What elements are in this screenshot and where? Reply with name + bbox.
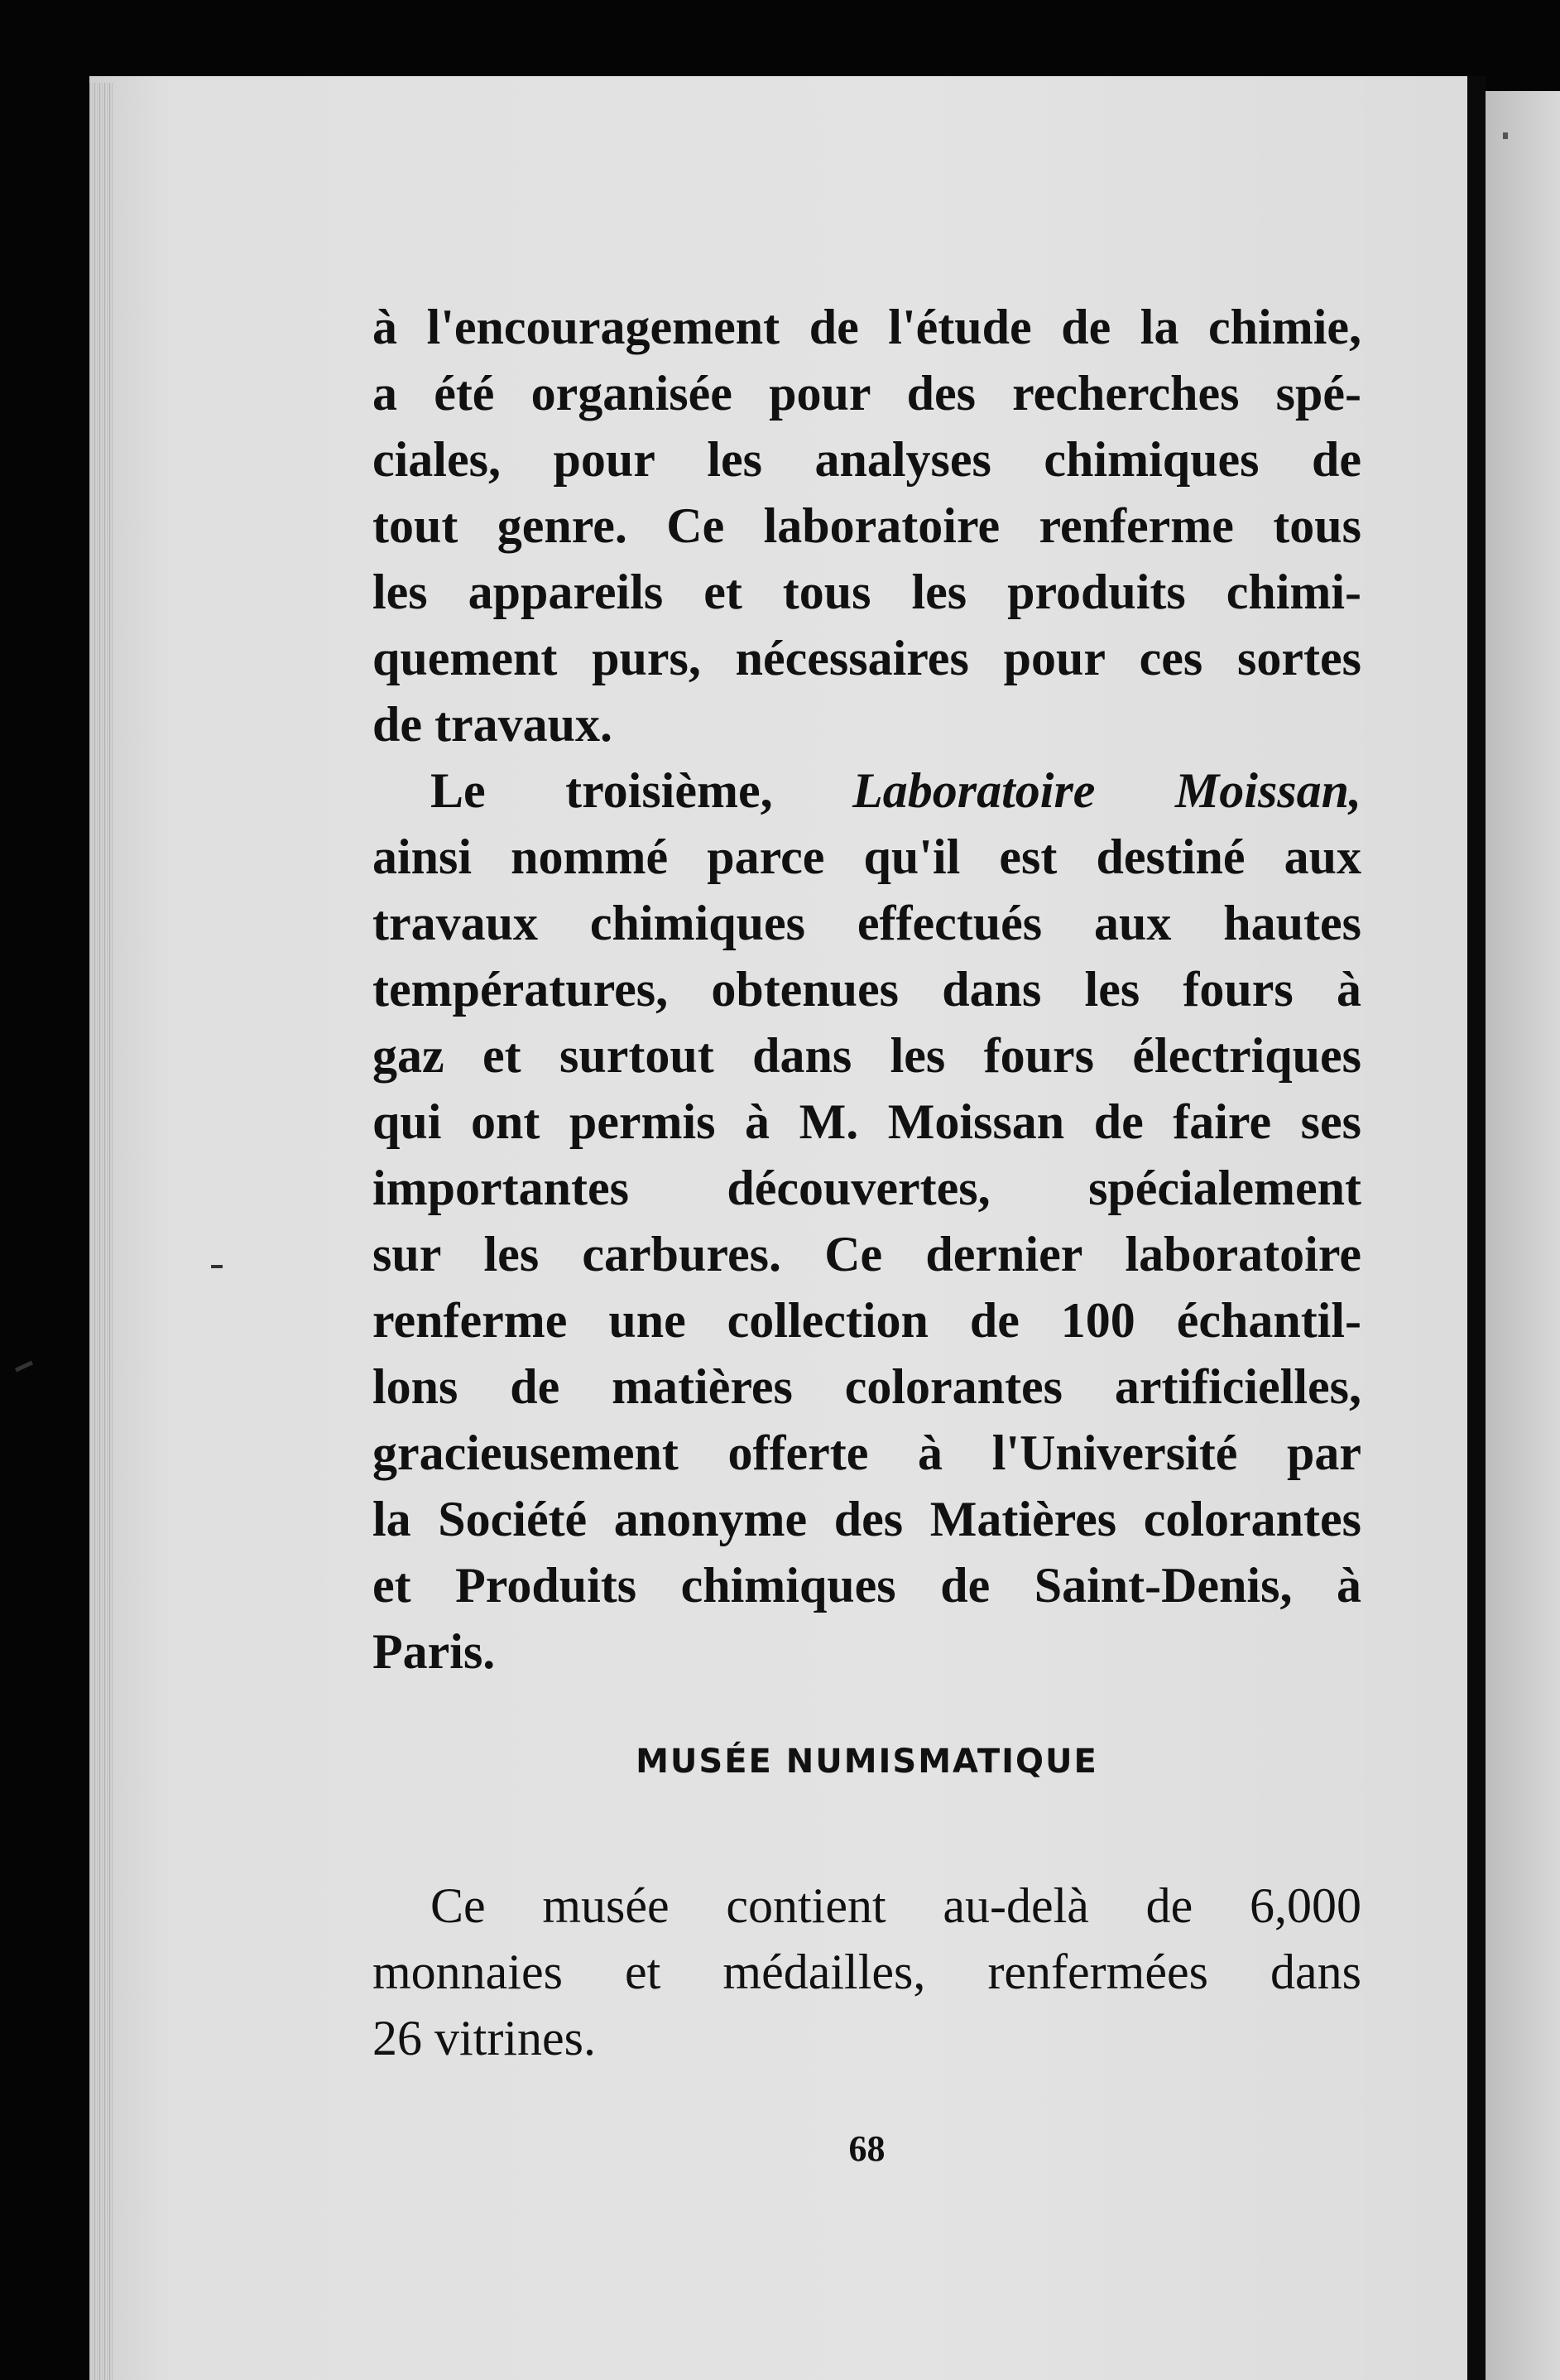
text-line: la Société anonyme des Matières colorantes xyxy=(372,1492,1361,1546)
text-line: Ce musée contient au-delà de 6,000 xyxy=(430,1878,1361,1933)
text-line: de travaux. xyxy=(372,697,612,752)
text-line: et Produits chimiques de Saint-Denis, à xyxy=(372,1558,1361,1613)
scan-speck xyxy=(211,1265,223,1268)
text-line: lons de matières colorantes artificielles, xyxy=(372,1359,1361,1414)
text-line: qui ont permis à M. Moissan de faire ses xyxy=(372,1094,1361,1149)
book-gutter xyxy=(1467,76,1486,2380)
page-number: 68 xyxy=(848,2128,886,2169)
text-line: ainsi nommé parce qu'il est destiné aux xyxy=(372,829,1361,884)
scan-speck xyxy=(1503,132,1508,139)
text-line: monnaies et médailles, renfermées dans xyxy=(372,1945,1361,1999)
adjacent-page xyxy=(1486,91,1560,2380)
text-run: Le troisième, xyxy=(430,763,773,818)
text-line: à l'encouragement de l'étude de la chimie, xyxy=(372,300,1361,354)
text-line: températures, obtenues dans les fours à xyxy=(372,962,1361,1017)
laboratory-name: Laboratoire Moissan, xyxy=(852,763,1362,818)
text-line: gaz et surtout dans les fours électriques xyxy=(372,1028,1361,1083)
text-line: gracieusement offerte à l'Université par xyxy=(372,1426,1361,1480)
paragraph-3 xyxy=(372,1873,1361,2071)
text-line: a été organisée pour des recherches spé- xyxy=(372,366,1361,421)
text-line: Paris. xyxy=(372,1624,496,1679)
section-heading: MUSÉE NUMISMATIQUE xyxy=(636,1743,1098,1781)
page-edges xyxy=(89,83,114,2380)
text-line: ciales, pour les analyses chimiques de xyxy=(372,432,1361,487)
paragraph-2-first-line xyxy=(372,757,1361,824)
text-line: les appareils et tous les produits chimi- xyxy=(372,565,1361,619)
text-line: quement purs, nécessaires pour ces sortes xyxy=(372,631,1361,685)
paragraph-1 xyxy=(372,294,1361,1685)
text-line: importantes découvertes, spécialement xyxy=(372,1161,1361,1215)
text-line: 26 vitrines. xyxy=(372,2011,596,2065)
text-line: renferme une collection de 100 échantil- xyxy=(372,1293,1361,1348)
text-line: travaux chimiques effectués aux hautes xyxy=(372,896,1361,950)
text-line: tout genre. Ce laboratoire renferme tous xyxy=(372,498,1361,553)
text-line: sur les carbures. Ce dernier laboratoire xyxy=(372,1227,1361,1281)
